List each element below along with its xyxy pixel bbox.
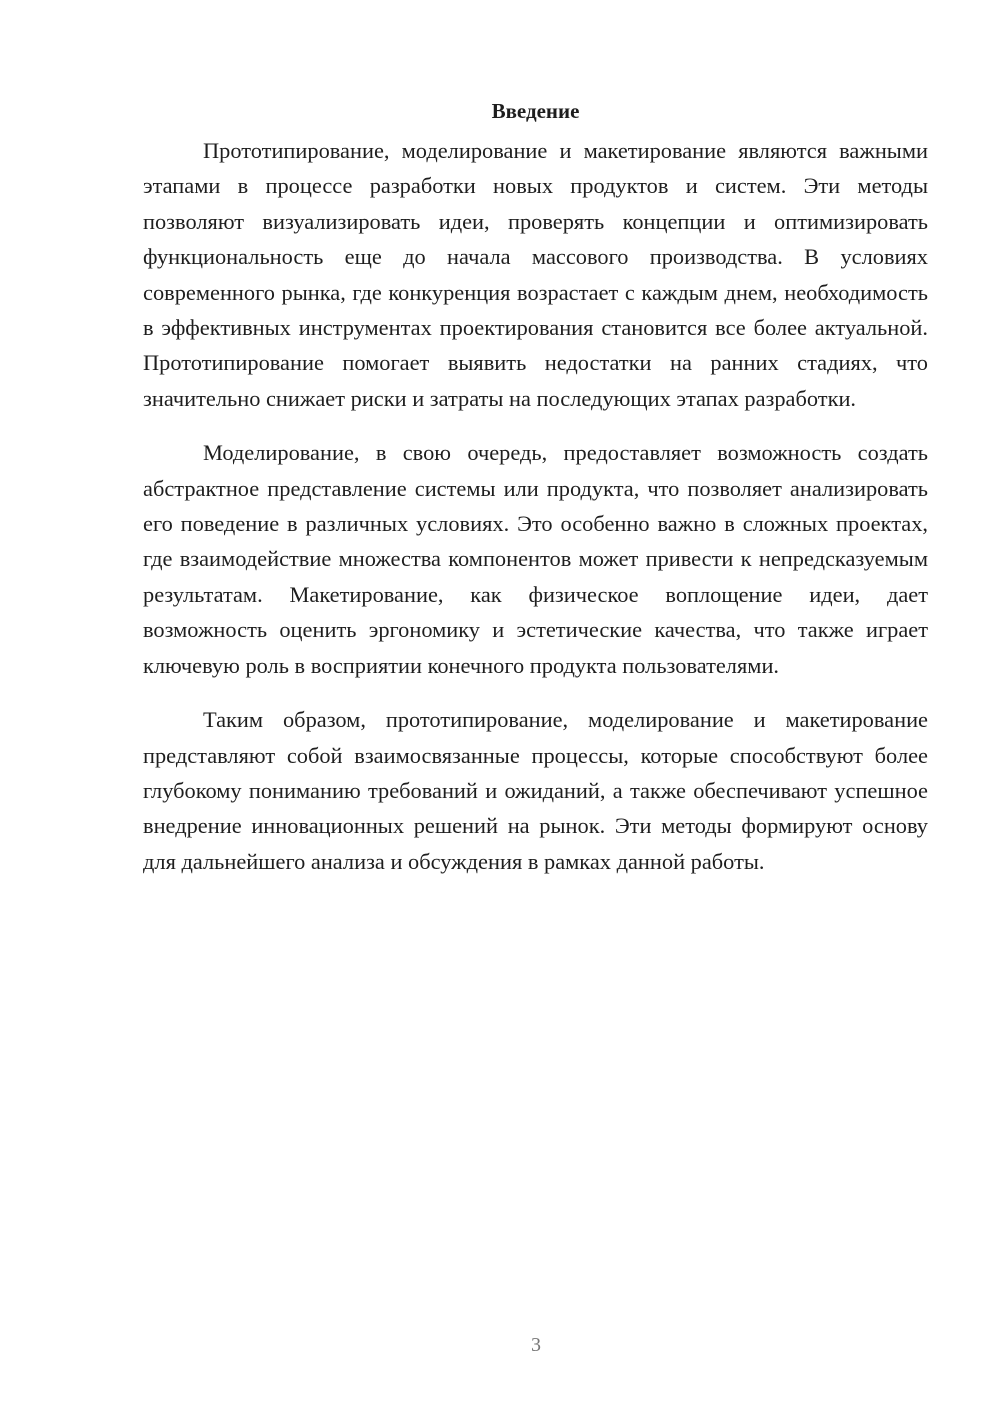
paragraph-1: Прототипирование, моделирование и макетирование являются важными этапами в процессе разработки новых продуктов и систем. Эти методы позволяют визуализировать идеи, проверять концепции и оптимизировать функциональность еще до начала массового производства. В условиях современного рынка, где конкуренция возрастает с каждым днем, необходимость в эффективных инструментах проектирования становится все более актуальной. Прототипирование помогает выявить недостатки на ранних стадиях, что значительно снижает риски и затраты на последующих этапах разработки. bbox=[143, 138, 928, 411]
page-content bbox=[143, 97, 928, 898]
section-heading: Введение bbox=[491, 99, 580, 123]
paragraph-3: Таким образом, прототипирование, моделирование и макетирование представляют собой взаимосвязанные процессы, которые способствуют более глубокому пониманию требований и ожиданий, а также обеспечивают успешное внедрение инновационных решений на рынок. Эти методы формируют основу для дальнейшего анализа и обсуждения в рамках данной работы. bbox=[143, 707, 928, 874]
page-number: 3 bbox=[531, 1334, 541, 1356]
paragraph-2: Моделирование, в свою очередь, предоставляет возможность создать абстрактное представление системы или продукта, что позволяет анализировать его поведение в различных условиях. Это особенно важно в сложных проектах, где взаимодействие множества компонентов может привести к непредсказуемым результатам. Макетирование, как физическое воплощение идеи, дает возможность оценить эргономику и эстетические качества, что также играет ключевую роль в восприятии конечного продукта пользователями. bbox=[143, 440, 928, 678]
